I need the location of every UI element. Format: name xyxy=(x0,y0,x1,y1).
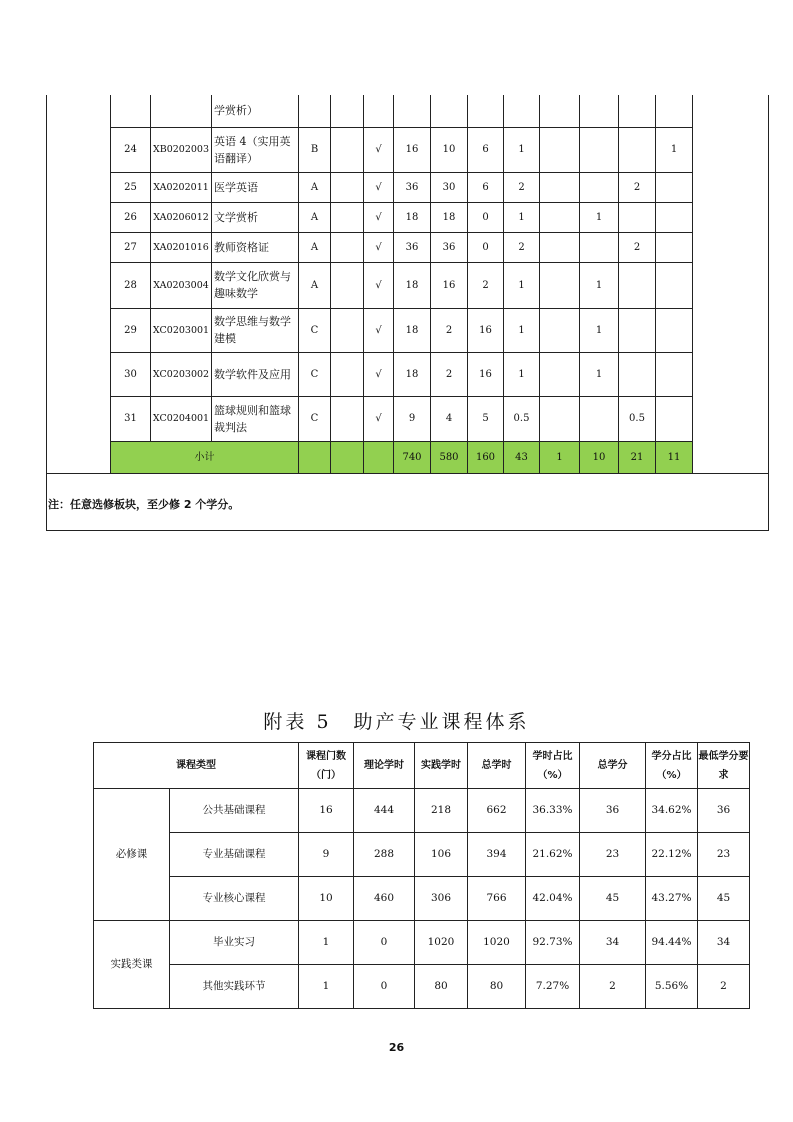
column-header: 学时占比（%） xyxy=(526,743,580,789)
cell-value: 5.56% xyxy=(646,965,698,1009)
cell-total: 18 xyxy=(394,202,431,232)
cell-blank xyxy=(331,95,364,127)
cell-s4 xyxy=(656,262,693,308)
cell-s3 xyxy=(619,95,656,127)
cell-s2: 1 xyxy=(580,202,619,232)
cell-s2 xyxy=(580,172,619,202)
cell-s3 xyxy=(619,352,656,396)
cell-value: 34 xyxy=(698,921,750,965)
cell-total xyxy=(394,95,431,127)
cell-no: 30 xyxy=(111,352,151,396)
cell-credits: 1 xyxy=(504,262,540,308)
cell-value: 0 xyxy=(354,965,415,1009)
cell-name: 英语 4（实用英语翻译） xyxy=(212,127,299,172)
table-row xyxy=(111,308,693,352)
cell-theory: 16 xyxy=(431,262,468,308)
cell-value: 394 xyxy=(468,833,526,877)
cell-value: 1020 xyxy=(468,921,526,965)
cell-value: 1 xyxy=(299,921,354,965)
cell-theory: 36 xyxy=(431,232,468,262)
table-row xyxy=(111,172,693,202)
header-row xyxy=(94,743,750,789)
cell-value: 22.12% xyxy=(646,833,698,877)
cell-type: B xyxy=(299,127,331,172)
cell-value: 34.62% xyxy=(646,789,698,833)
cell-s3 xyxy=(619,202,656,232)
cell-value: 2 xyxy=(698,965,750,1009)
cell-name: 篮球规则和篮球裁判法 xyxy=(212,396,299,441)
cell-theory: 4 xyxy=(431,396,468,441)
course-type: 专业基础课程 xyxy=(170,833,299,877)
cell-code: XA0206012 xyxy=(151,202,212,232)
cell-name: 学赏析） xyxy=(212,95,299,127)
cell-s1 xyxy=(540,127,580,172)
cell-value: 23 xyxy=(698,833,750,877)
cell-no: 26 xyxy=(111,202,151,232)
cell-value: 80 xyxy=(415,965,468,1009)
cell-s3 xyxy=(619,127,656,172)
cell-blank xyxy=(331,352,364,396)
cell-check: √ xyxy=(364,352,394,396)
column-header: 最低学分要求 xyxy=(698,743,750,789)
cell-theory: 2 xyxy=(431,352,468,396)
subtotal-value: 10 xyxy=(580,441,619,473)
cell-value: 288 xyxy=(354,833,415,877)
cell-practice xyxy=(468,95,504,127)
subtotal-value: 11 xyxy=(656,441,693,473)
cell-code: XB0202003 xyxy=(151,127,212,172)
cell-blank xyxy=(331,308,364,352)
column-header: 实践学时 xyxy=(415,743,468,789)
cell-s1 xyxy=(540,308,580,352)
cell-value: 45 xyxy=(580,877,646,921)
cell-s2 xyxy=(580,95,619,127)
cell-no: 29 xyxy=(111,308,151,352)
cell-practice: 0 xyxy=(468,232,504,262)
subtotal-value: 43 xyxy=(504,441,540,473)
elective-course-table xyxy=(110,95,693,474)
cell-check: √ xyxy=(364,308,394,352)
cell-check: √ xyxy=(364,202,394,232)
table-row xyxy=(111,127,693,172)
cell-credits: 2 xyxy=(504,172,540,202)
cell-blank xyxy=(331,127,364,172)
cell-no xyxy=(111,95,151,127)
course-system-table xyxy=(93,742,750,1009)
cell-s4 xyxy=(656,308,693,352)
cell-s3 xyxy=(619,308,656,352)
cell-check: √ xyxy=(364,262,394,308)
cell-blank xyxy=(331,172,364,202)
cell-blank xyxy=(331,232,364,262)
cell-s1 xyxy=(540,352,580,396)
subtotal-row xyxy=(111,441,693,473)
cell-value: 23 xyxy=(580,833,646,877)
table-row xyxy=(111,202,693,232)
cell-value: 460 xyxy=(354,877,415,921)
table-row xyxy=(111,352,693,396)
cell-type xyxy=(299,95,331,127)
cell-s1 xyxy=(540,95,580,127)
table-row xyxy=(94,965,750,1009)
cell-check: √ xyxy=(364,127,394,172)
cell-theory: 10 xyxy=(431,127,468,172)
cell-type: C xyxy=(299,396,331,441)
cell-type: A xyxy=(299,172,331,202)
cell-code xyxy=(151,95,212,127)
column-header: 总学分 xyxy=(580,743,646,789)
cell-value: 662 xyxy=(468,789,526,833)
cell-blank xyxy=(331,202,364,232)
column-header: 总学时 xyxy=(468,743,526,789)
cell-s2 xyxy=(580,127,619,172)
table-row xyxy=(94,921,750,965)
cell-name: 数学思维与数学建模 xyxy=(212,308,299,352)
cell-practice: 0 xyxy=(468,202,504,232)
cell-value: 16 xyxy=(299,789,354,833)
course-category: 实践类课 xyxy=(94,921,170,1009)
cell-value: 36 xyxy=(580,789,646,833)
cell-s2 xyxy=(580,396,619,441)
cell-total: 36 xyxy=(394,172,431,202)
cell-value: 306 xyxy=(415,877,468,921)
cell-code: XA0202011 xyxy=(151,172,212,202)
cell-name: 文学赏析 xyxy=(212,202,299,232)
course-category: 必修课 xyxy=(94,789,170,921)
table-title: 附表 5 助产专业课程体系 xyxy=(263,711,530,733)
cell-code: XC0203002 xyxy=(151,352,212,396)
cell-value: 2 xyxy=(580,965,646,1009)
cell-check xyxy=(364,95,394,127)
cell-code: XA0201016 xyxy=(151,232,212,262)
cell-s1 xyxy=(540,202,580,232)
cell-s3: 0.5 xyxy=(619,396,656,441)
cell-value: 0 xyxy=(354,921,415,965)
cell-theory: 30 xyxy=(431,172,468,202)
cell-total: 36 xyxy=(394,232,431,262)
cell-value: 7.27% xyxy=(526,965,580,1009)
cell-theory: 18 xyxy=(431,202,468,232)
cell-name: 教师资格证 xyxy=(212,232,299,262)
cell-s4 xyxy=(656,202,693,232)
cell-type: A xyxy=(299,232,331,262)
cell-name: 医学英语 xyxy=(212,172,299,202)
cell-value: 43.27% xyxy=(646,877,698,921)
cell-type: C xyxy=(299,352,331,396)
cell-value: 80 xyxy=(468,965,526,1009)
cell-s4: 1 xyxy=(656,127,693,172)
cell-credits: 0.5 xyxy=(504,396,540,441)
cell-total: 18 xyxy=(394,352,431,396)
cell-no: 27 xyxy=(111,232,151,262)
cell-blank xyxy=(331,396,364,441)
cell-check: √ xyxy=(364,172,394,202)
cell-s1 xyxy=(540,262,580,308)
cell-practice: 16 xyxy=(468,308,504,352)
cell-value: 10 xyxy=(299,877,354,921)
cell-theory xyxy=(431,95,468,127)
cell-no: 31 xyxy=(111,396,151,441)
cell-value: 9 xyxy=(299,833,354,877)
cell-type: C xyxy=(299,308,331,352)
cell-s2: 1 xyxy=(580,262,619,308)
column-header: 学分占比（%） xyxy=(646,743,698,789)
cell-s4 xyxy=(656,95,693,127)
cell-code: XA0203004 xyxy=(151,262,212,308)
cell-check: √ xyxy=(364,396,394,441)
cell-theory: 2 xyxy=(431,308,468,352)
cell-value: 444 xyxy=(354,789,415,833)
cell-s2 xyxy=(580,232,619,262)
subtotal-value xyxy=(331,441,364,473)
course-type: 专业核心课程 xyxy=(170,877,299,921)
cell-value: 42.04% xyxy=(526,877,580,921)
cell-total: 18 xyxy=(394,262,431,308)
cell-blank xyxy=(331,262,364,308)
cell-s1 xyxy=(540,172,580,202)
cell-check: √ xyxy=(364,232,394,262)
cell-s3 xyxy=(619,262,656,308)
subtotal-value xyxy=(364,441,394,473)
elective-note: 注：任意选修板块，至少修 2 个学分。 xyxy=(48,498,240,511)
cell-value: 766 xyxy=(468,877,526,921)
table-row xyxy=(94,833,750,877)
cell-no: 28 xyxy=(111,262,151,308)
cell-total: 16 xyxy=(394,127,431,172)
table-row xyxy=(111,95,693,127)
table-row xyxy=(111,262,693,308)
subtotal-value: 580 xyxy=(431,441,468,473)
course-type: 其他实践环节 xyxy=(170,965,299,1009)
cell-value: 218 xyxy=(415,789,468,833)
table-row xyxy=(94,789,750,833)
cell-name: 数学文化欣赏与趣味数学 xyxy=(212,262,299,308)
cell-s4 xyxy=(656,352,693,396)
cell-code: XC0204001 xyxy=(151,396,212,441)
cell-s3: 2 xyxy=(619,232,656,262)
subtotal-value: 21 xyxy=(619,441,656,473)
cell-credits: 1 xyxy=(504,352,540,396)
column-header: 课程类型 xyxy=(94,743,299,789)
cell-value: 1 xyxy=(299,965,354,1009)
table-row xyxy=(94,877,750,921)
subtotal-value xyxy=(299,441,331,473)
table-row xyxy=(111,232,693,262)
cell-s1 xyxy=(540,232,580,262)
cell-practice: 6 xyxy=(468,127,504,172)
cell-value: 1020 xyxy=(415,921,468,965)
cell-credits xyxy=(504,95,540,127)
cell-value: 106 xyxy=(415,833,468,877)
cell-no: 24 xyxy=(111,127,151,172)
subtotal-label: 小计 xyxy=(111,441,299,473)
table-row xyxy=(111,396,693,441)
cell-s2: 1 xyxy=(580,308,619,352)
cell-s4 xyxy=(656,232,693,262)
cell-type: A xyxy=(299,202,331,232)
cell-value: 45 xyxy=(698,877,750,921)
subtotal-value: 160 xyxy=(468,441,504,473)
column-header: 理论学时 xyxy=(354,743,415,789)
cell-s2: 1 xyxy=(580,352,619,396)
cell-practice: 6 xyxy=(468,172,504,202)
cell-total: 18 xyxy=(394,308,431,352)
cell-value: 94.44% xyxy=(646,921,698,965)
cell-total: 9 xyxy=(394,396,431,441)
cell-s1 xyxy=(540,396,580,441)
cell-credits: 1 xyxy=(504,308,540,352)
cell-type: A xyxy=(299,262,331,308)
course-type: 毕业实习 xyxy=(170,921,299,965)
column-header: 课程门数（门） xyxy=(299,743,354,789)
divider xyxy=(46,473,768,474)
cell-s4 xyxy=(656,172,693,202)
cell-practice: 5 xyxy=(468,396,504,441)
cell-value: 36.33% xyxy=(526,789,580,833)
cell-value: 36 xyxy=(698,789,750,833)
cell-name: 数学软件及应用 xyxy=(212,352,299,396)
cell-s3: 2 xyxy=(619,172,656,202)
course-type: 公共基础课程 xyxy=(170,789,299,833)
cell-practice: 16 xyxy=(468,352,504,396)
subtotal-value: 740 xyxy=(394,441,431,473)
cell-no: 25 xyxy=(111,172,151,202)
cell-credits: 1 xyxy=(504,202,540,232)
cell-practice: 2 xyxy=(468,262,504,308)
cell-credits: 1 xyxy=(504,127,540,172)
subtotal-value: 1 xyxy=(540,441,580,473)
page-number: 26 xyxy=(388,1041,405,1054)
cell-s4 xyxy=(656,396,693,441)
cell-value: 34 xyxy=(580,921,646,965)
cell-code: XC0203001 xyxy=(151,308,212,352)
cell-credits: 2 xyxy=(504,232,540,262)
cell-value: 21.62% xyxy=(526,833,580,877)
cell-value: 92.73% xyxy=(526,921,580,965)
